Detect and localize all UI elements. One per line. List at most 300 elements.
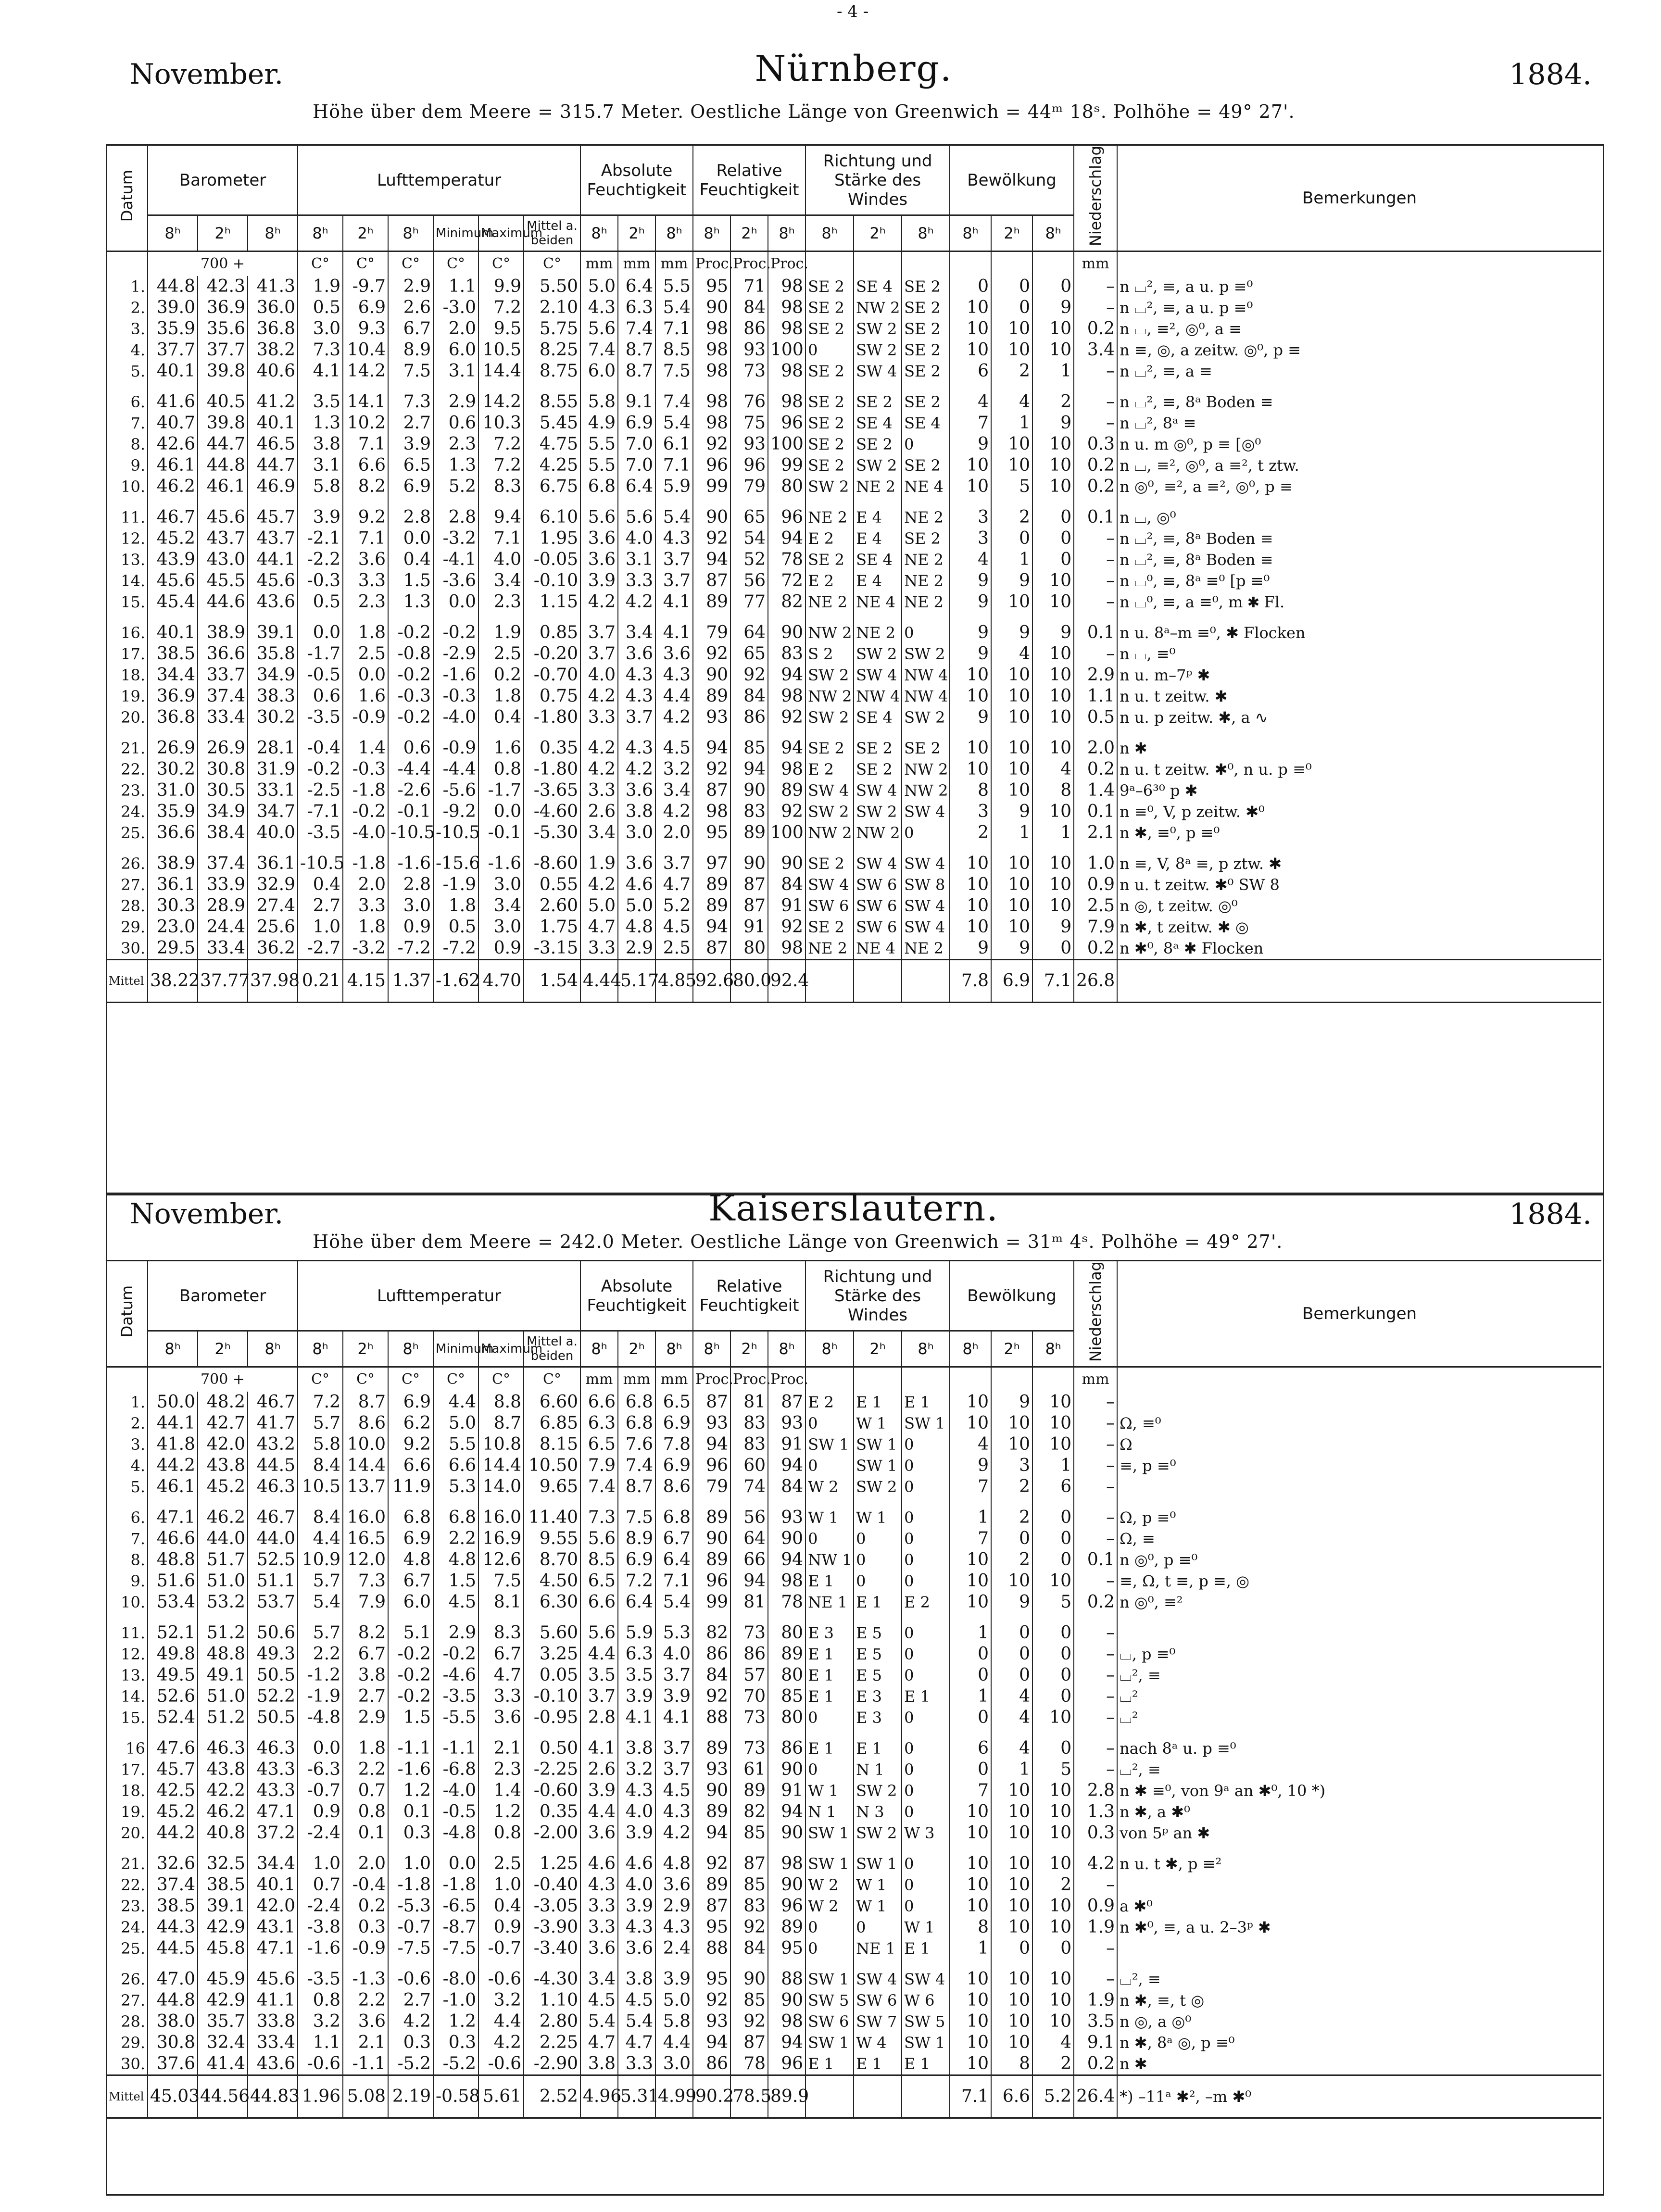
value-cell: 0.4 [298,874,343,895]
value-cell: 4 [950,391,991,413]
remark-cell: n ⌴², ≡, a u. p ≡⁰ [1117,297,1601,318]
value-cell: 5.4 [580,2011,618,2032]
value-cell: -5.5 [433,1707,478,1728]
value-cell: 6.8 [433,1507,478,1528]
value-cell: – [1074,1644,1117,1665]
value-cell: 5.75 [524,318,580,339]
value-cell: NW 2 [902,780,950,801]
remark-cell: n ⌴², ≡, a ≡ [1117,361,1601,382]
value-cell: -1.1 [343,2053,388,2075]
value-cell: 6.9 [388,476,433,497]
value-cell: E 1 [805,1686,854,1707]
value-cell: 2.1 [343,2032,388,2053]
value-cell: 1.4 [343,738,388,759]
value-cell: 49.5 [148,1665,198,1686]
spacer-cell [198,1728,248,1738]
value-cell: 10 [991,1801,1032,1822]
spacer-cell [950,1613,991,1622]
value-cell: NE 2 [902,591,950,613]
value-cell: 10 [991,1822,1032,1844]
value-cell: 5 [1032,1759,1074,1780]
remark-cell: von 5ᵖ an ✱ [1117,1822,1601,1844]
value-cell: 4.50 [524,1571,580,1592]
value-cell: E 1 [902,2053,950,2075]
value-cell: 0.8 [478,759,524,780]
value-cell: -10.5 [388,822,433,843]
value-cell: NE 2 [902,570,950,591]
value-cell: -0.70 [524,665,580,686]
spacer-cell [618,1497,655,1507]
value-cell: NE 2 [902,507,950,528]
spacer-cell [433,1959,478,1969]
value-cell: 10 [1032,1434,1074,1455]
value-cell: 98 [768,1853,805,1874]
value-cell: 90 [768,853,805,874]
value-cell: 6 [950,1738,991,1759]
value-cell: 86 [730,707,768,728]
mean-label: Mittel [106,960,148,1003]
value-cell: 39.1 [248,622,298,643]
value-cell: 3 [950,528,991,549]
value-cell: -0.6 [478,2053,524,2075]
remark-cell: n u. 8ᵃ–m ≡⁰, ✱ Flocken [1117,622,1601,643]
spacer-cell [198,497,248,507]
value-cell: 73 [730,1738,768,1759]
mean-value: 5.2 [1032,2075,1074,2118]
spacer-cell [768,843,805,853]
date-cell: 20. [106,1822,148,1844]
value-cell: -0.1 [388,801,433,822]
value-cell: 4.2 [580,738,618,759]
spacer-cell [148,1844,198,1853]
value-cell: 1.8 [343,1738,388,1759]
value-cell: 1.2 [433,2011,478,2032]
value-cell: 2 [991,1476,1032,1497]
table-row [106,2011,1601,2032]
table-row [106,1738,1601,1759]
value-cell: 33.9 [198,874,248,895]
value-cell: SE 4 [854,276,902,297]
spacer-cell [524,1497,580,1507]
value-cell: -0.2 [388,1665,433,1686]
spacer-cell [768,1959,805,1969]
sub-header: 8ʰ [655,215,693,251]
mean-value: 4.44 [580,960,618,1003]
value-cell: NE 2 [902,549,950,570]
spacer-cell [693,1497,730,1507]
value-cell: 0.6 [388,738,433,759]
spacer-cell [106,382,148,391]
value-cell: 9 [991,1392,1032,1413]
value-cell: 1.25 [524,1853,580,1874]
table-row [106,1665,1601,1686]
value-cell: 30.8 [148,2032,198,2053]
table-row [106,801,1601,822]
value-cell: 1.9 [580,853,618,874]
value-cell: 5.0 [433,1413,478,1434]
value-cell: 2.3 [478,591,524,613]
spacer-cell [1117,497,1601,507]
sub-header: 2ʰ [343,215,388,251]
value-cell: 90 [693,297,730,318]
value-cell: 0 [991,1665,1032,1686]
spacer-cell [655,1613,693,1622]
value-cell: 4.2 [580,591,618,613]
value-cell: 3.3 [618,2053,655,2075]
mean-value: 78.5 [730,2075,768,2118]
value-cell: 12.6 [478,1549,524,1571]
value-cell: 1.6 [478,738,524,759]
remark-cell: n ✱⁰, ≡, a u. 2–3ᵖ ✱ [1117,1917,1601,1938]
value-cell: 0 [1032,1665,1074,1686]
date-cell: 10. [106,1592,148,1613]
date-cell: 24. [106,801,148,822]
spacer-cell [106,1613,148,1622]
value-cell: -0.3 [298,570,343,591]
spacer-cell [1117,843,1601,853]
value-cell: 94 [693,738,730,759]
unit-cell [854,1367,902,1392]
barometer-header: Barometer [148,145,298,215]
value-cell: 43.3 [248,1759,298,1780]
value-cell: 7.5 [618,1507,655,1528]
spacer-cell [902,728,950,738]
spacer-cell [805,613,854,622]
value-cell: 43.9 [148,549,198,570]
value-cell: 98 [768,361,805,382]
value-cell: NW 4 [902,665,950,686]
value-cell: 8.8 [478,1392,524,1413]
value-cell: 5.4 [655,297,693,318]
spacer-cell [478,843,524,853]
value-cell: 4.7 [580,2032,618,2053]
value-cell: -0.8 [388,643,433,665]
value-cell: 4.9 [580,413,618,434]
observation-table [106,144,1601,1003]
value-cell: E 1 [805,1571,854,1592]
value-cell: -1.6 [433,665,478,686]
value-cell: 0.8 [343,1801,388,1822]
value-cell: 0 [950,1707,991,1728]
value-cell: 2.0 [343,1853,388,1874]
value-cell: 0 [1032,507,1074,528]
value-cell: 0.9 [1074,1896,1117,1917]
value-cell: 34.4 [248,1853,298,1874]
value-cell: 42.7 [198,1413,248,1434]
value-cell: 95 [693,822,730,843]
spacer-cell [1117,1844,1601,1853]
value-cell: 10 [991,665,1032,686]
value-cell: SE 2 [902,455,950,476]
value-cell: 1.5 [433,1571,478,1592]
value-cell: 4.4 [433,1392,478,1413]
value-cell: 40.5 [198,391,248,413]
value-cell: 39.8 [198,361,248,382]
value-cell: 10 [1032,339,1074,361]
value-cell: 9 [950,938,991,960]
value-cell: SW 2 [805,801,854,822]
value-cell: SW 4 [854,361,902,382]
value-cell: – [1074,1622,1117,1644]
value-cell: 4.3 [655,528,693,549]
value-cell: 7.4 [618,318,655,339]
remark-cell: n ⌴, ≡⁰ [1117,643,1601,665]
spacer-cell [343,497,388,507]
value-cell: 46.2 [148,476,198,497]
value-cell: 0.4 [478,707,524,728]
month-label: November. [130,1197,283,1230]
sub-header: 8ʰ [805,1331,854,1367]
value-cell: 7.1 [655,455,693,476]
spacer-cell [524,728,580,738]
spacer-cell [950,1959,991,1969]
spacer-cell [433,728,478,738]
table-row [106,549,1601,570]
value-cell: 91 [768,895,805,917]
value-cell: 99 [768,455,805,476]
value-cell: 93 [693,1413,730,1434]
value-cell: 9.5 [478,318,524,339]
value-cell: 4.7 [580,917,618,938]
value-cell: 3.6 [618,1938,655,1959]
sub-header: 2ʰ [854,215,902,251]
value-cell: 7.3 [580,1507,618,1528]
value-cell: 74 [730,1476,768,1497]
value-cell: 8.70 [524,1549,580,1571]
value-cell: 7.9 [1074,917,1117,938]
value-cell: 9 [1032,917,1074,938]
value-cell: 36.0 [248,297,298,318]
value-cell: 0 [902,1549,950,1571]
value-cell: 51.6 [148,1571,198,1592]
value-cell: 40.0 [248,822,298,843]
table-row [106,276,1601,297]
value-cell: 2.0 [343,874,388,895]
value-cell: 32.6 [148,1853,198,1874]
value-cell: 51.1 [248,1571,298,1592]
value-cell: 5.8 [298,1434,343,1455]
value-cell: 6.7 [655,1528,693,1549]
value-cell: 60 [730,1455,768,1476]
value-cell: -0.2 [388,1644,433,1665]
value-cell: 94 [768,1549,805,1571]
value-cell: 10 [950,1392,991,1413]
value-cell: 10 [991,1413,1032,1434]
mean-value: 6.6 [991,2075,1032,2118]
value-cell: 7.1 [343,434,388,455]
table-row [106,822,1601,843]
spacer-cell [478,1728,524,1738]
value-cell: 9 [991,1592,1032,1613]
value-cell: 6.8 [618,1392,655,1413]
sub-header: 8ʰ [805,215,854,251]
remark-cell: n ≡, ◎, a zeitw. ◎⁰, p ≡ [1117,339,1601,361]
remark-cell: ⌴², ≡ [1117,1969,1601,1990]
value-cell: 47.1 [248,1801,298,1822]
value-cell: 40.1 [148,361,198,382]
spacer-cell [524,613,580,622]
value-cell: -4.0 [433,1780,478,1801]
value-cell: – [1074,1455,1117,1476]
value-cell: 4.1 [655,1707,693,1728]
value-cell: 10 [950,1592,991,1613]
value-cell: -3.40 [524,1938,580,1959]
value-cell: 4.4 [298,1528,343,1549]
value-cell: 77 [730,591,768,613]
value-cell: 0.1 [1074,801,1117,822]
spacer-cell [902,382,950,391]
remark-cell: n ◎, t zeitw. ◎⁰ [1117,895,1601,917]
value-cell: SW 1 [805,1969,854,1990]
value-cell: 80 [768,1622,805,1644]
value-cell: 1.5 [388,1707,433,1728]
value-cell: 46.3 [248,1476,298,1497]
date-cell: 11. [106,507,148,528]
value-cell: 90 [730,1969,768,1990]
value-cell: -1.6 [388,1759,433,1780]
unit-cell [1117,1367,1601,1392]
spacer-cell [902,843,950,853]
mean-value: 45.03 [148,2075,198,2118]
value-cell: 2.3 [343,591,388,613]
value-cell: 44.5 [148,1938,198,1959]
value-cell: 10 [991,434,1032,455]
sub-header: 2ʰ [618,1331,655,1367]
date-cell: 30. [106,2053,148,2075]
sub-header: 2ʰ [854,1331,902,1367]
value-cell: -0.60 [524,1780,580,1801]
value-cell: 84 [768,874,805,895]
spacer-cell [524,1728,580,1738]
value-cell: 8.4 [298,1455,343,1476]
date-cell: 7. [106,413,148,434]
value-cell: 3.0 [298,318,343,339]
spacer-cell [1032,1497,1074,1507]
value-cell: 39.8 [198,413,248,434]
precip-header [1074,145,1117,251]
value-cell: 99 [693,476,730,497]
remark-cell: n ⌴⁰, ≡, 8ᵃ ≡⁰ [p ≡⁰ [1117,570,1601,591]
value-cell: 2.5 [478,643,524,665]
value-cell: 46.1 [148,1476,198,1497]
value-cell: 87 [730,1853,768,1874]
value-cell: -1.1 [433,1738,478,1759]
value-cell: 10.5 [298,1476,343,1497]
value-cell: 38.5 [148,643,198,665]
value-cell: 90 [768,1874,805,1896]
spacer-cell [1032,382,1074,391]
date-cell: 17. [106,643,148,665]
value-cell: 89 [768,780,805,801]
value-cell: 0 [1032,528,1074,549]
value-cell: 10 [950,665,991,686]
value-cell: SE 2 [854,391,902,413]
spacer-cell [854,382,902,391]
value-cell: 3.0 [618,822,655,843]
spacer-cell [768,1613,805,1622]
value-cell: 96 [693,1571,730,1592]
date-header-label: Datum [118,1285,136,1338]
value-cell: -0.3 [388,686,433,707]
value-cell: 92 [693,528,730,549]
value-cell: 45.6 [248,570,298,591]
value-cell: 4.4 [580,1644,618,1665]
spacer-cell [1117,613,1601,622]
value-cell: 8.2 [343,476,388,497]
value-cell: 3.25 [524,1644,580,1665]
table-row [106,938,1601,960]
value-cell: 70 [730,1686,768,1707]
value-cell: 9 [950,570,991,591]
value-cell: 4.0 [618,528,655,549]
date-cell: 8. [106,434,148,455]
value-cell: 10 [1032,1853,1074,1874]
value-cell: 0 [805,1917,854,1938]
spacer-cell [805,1728,854,1738]
value-cell: 3.6 [580,1938,618,1959]
unit-cell [854,251,902,276]
value-cell: -4.6 [433,1665,478,1686]
spacer-cell [655,1844,693,1853]
value-cell: 9.4 [478,507,524,528]
value-cell: 1.1 [298,2032,343,2053]
value-cell: -7.2 [388,938,433,960]
value-cell: 45.4 [148,591,198,613]
value-cell: SW 2 [805,476,854,497]
value-cell: 1 [950,1507,991,1528]
value-cell: -3.5 [298,1969,343,1990]
value-cell: -5.3 [388,1896,433,1917]
value-cell: 42.0 [198,1434,248,1455]
value-cell: – [1074,1759,1117,1780]
sub-header: 8ʰ [768,215,805,251]
unit-cell [950,251,991,276]
value-cell: 0.05 [524,1665,580,1686]
value-cell: 0.50 [524,1738,580,1759]
spacer-cell [388,843,433,853]
value-cell: 0 [950,1759,991,1780]
value-cell: 0.2 [1074,476,1117,497]
value-cell: 0 [854,1528,902,1549]
value-cell: 3.9 [580,1780,618,1801]
spacer-cell [730,1728,768,1738]
value-cell: 44.0 [248,1528,298,1549]
value-cell: 3.9 [618,1896,655,1917]
value-cell: 6.6 [388,1455,433,1476]
value-cell: 35.8 [248,643,298,665]
value-cell: -1.0 [433,1990,478,2011]
unit-cell: Proc. [768,251,805,276]
value-cell: 52 [730,549,768,570]
value-cell: 36.1 [248,853,298,874]
date-cell: 25. [106,822,148,843]
value-cell: 3.9 [298,507,343,528]
date-cell: 9. [106,455,148,476]
remark-cell: n ✱ [1117,738,1601,759]
value-cell: 92 [693,1853,730,1874]
value-cell: 9 [1032,622,1074,643]
value-cell: 4.3 [618,1780,655,1801]
value-cell: -8.7 [433,1917,478,1938]
value-cell: 0.1 [1074,622,1117,643]
date-cell: 22. [106,1874,148,1896]
mean-value: 7.8 [950,960,991,1003]
spacer-cell [248,728,298,738]
value-cell: 7 [950,1476,991,1497]
value-cell: 32.9 [248,874,298,895]
value-cell: 10 [1032,665,1074,686]
value-cell: 8.9 [618,1528,655,1549]
